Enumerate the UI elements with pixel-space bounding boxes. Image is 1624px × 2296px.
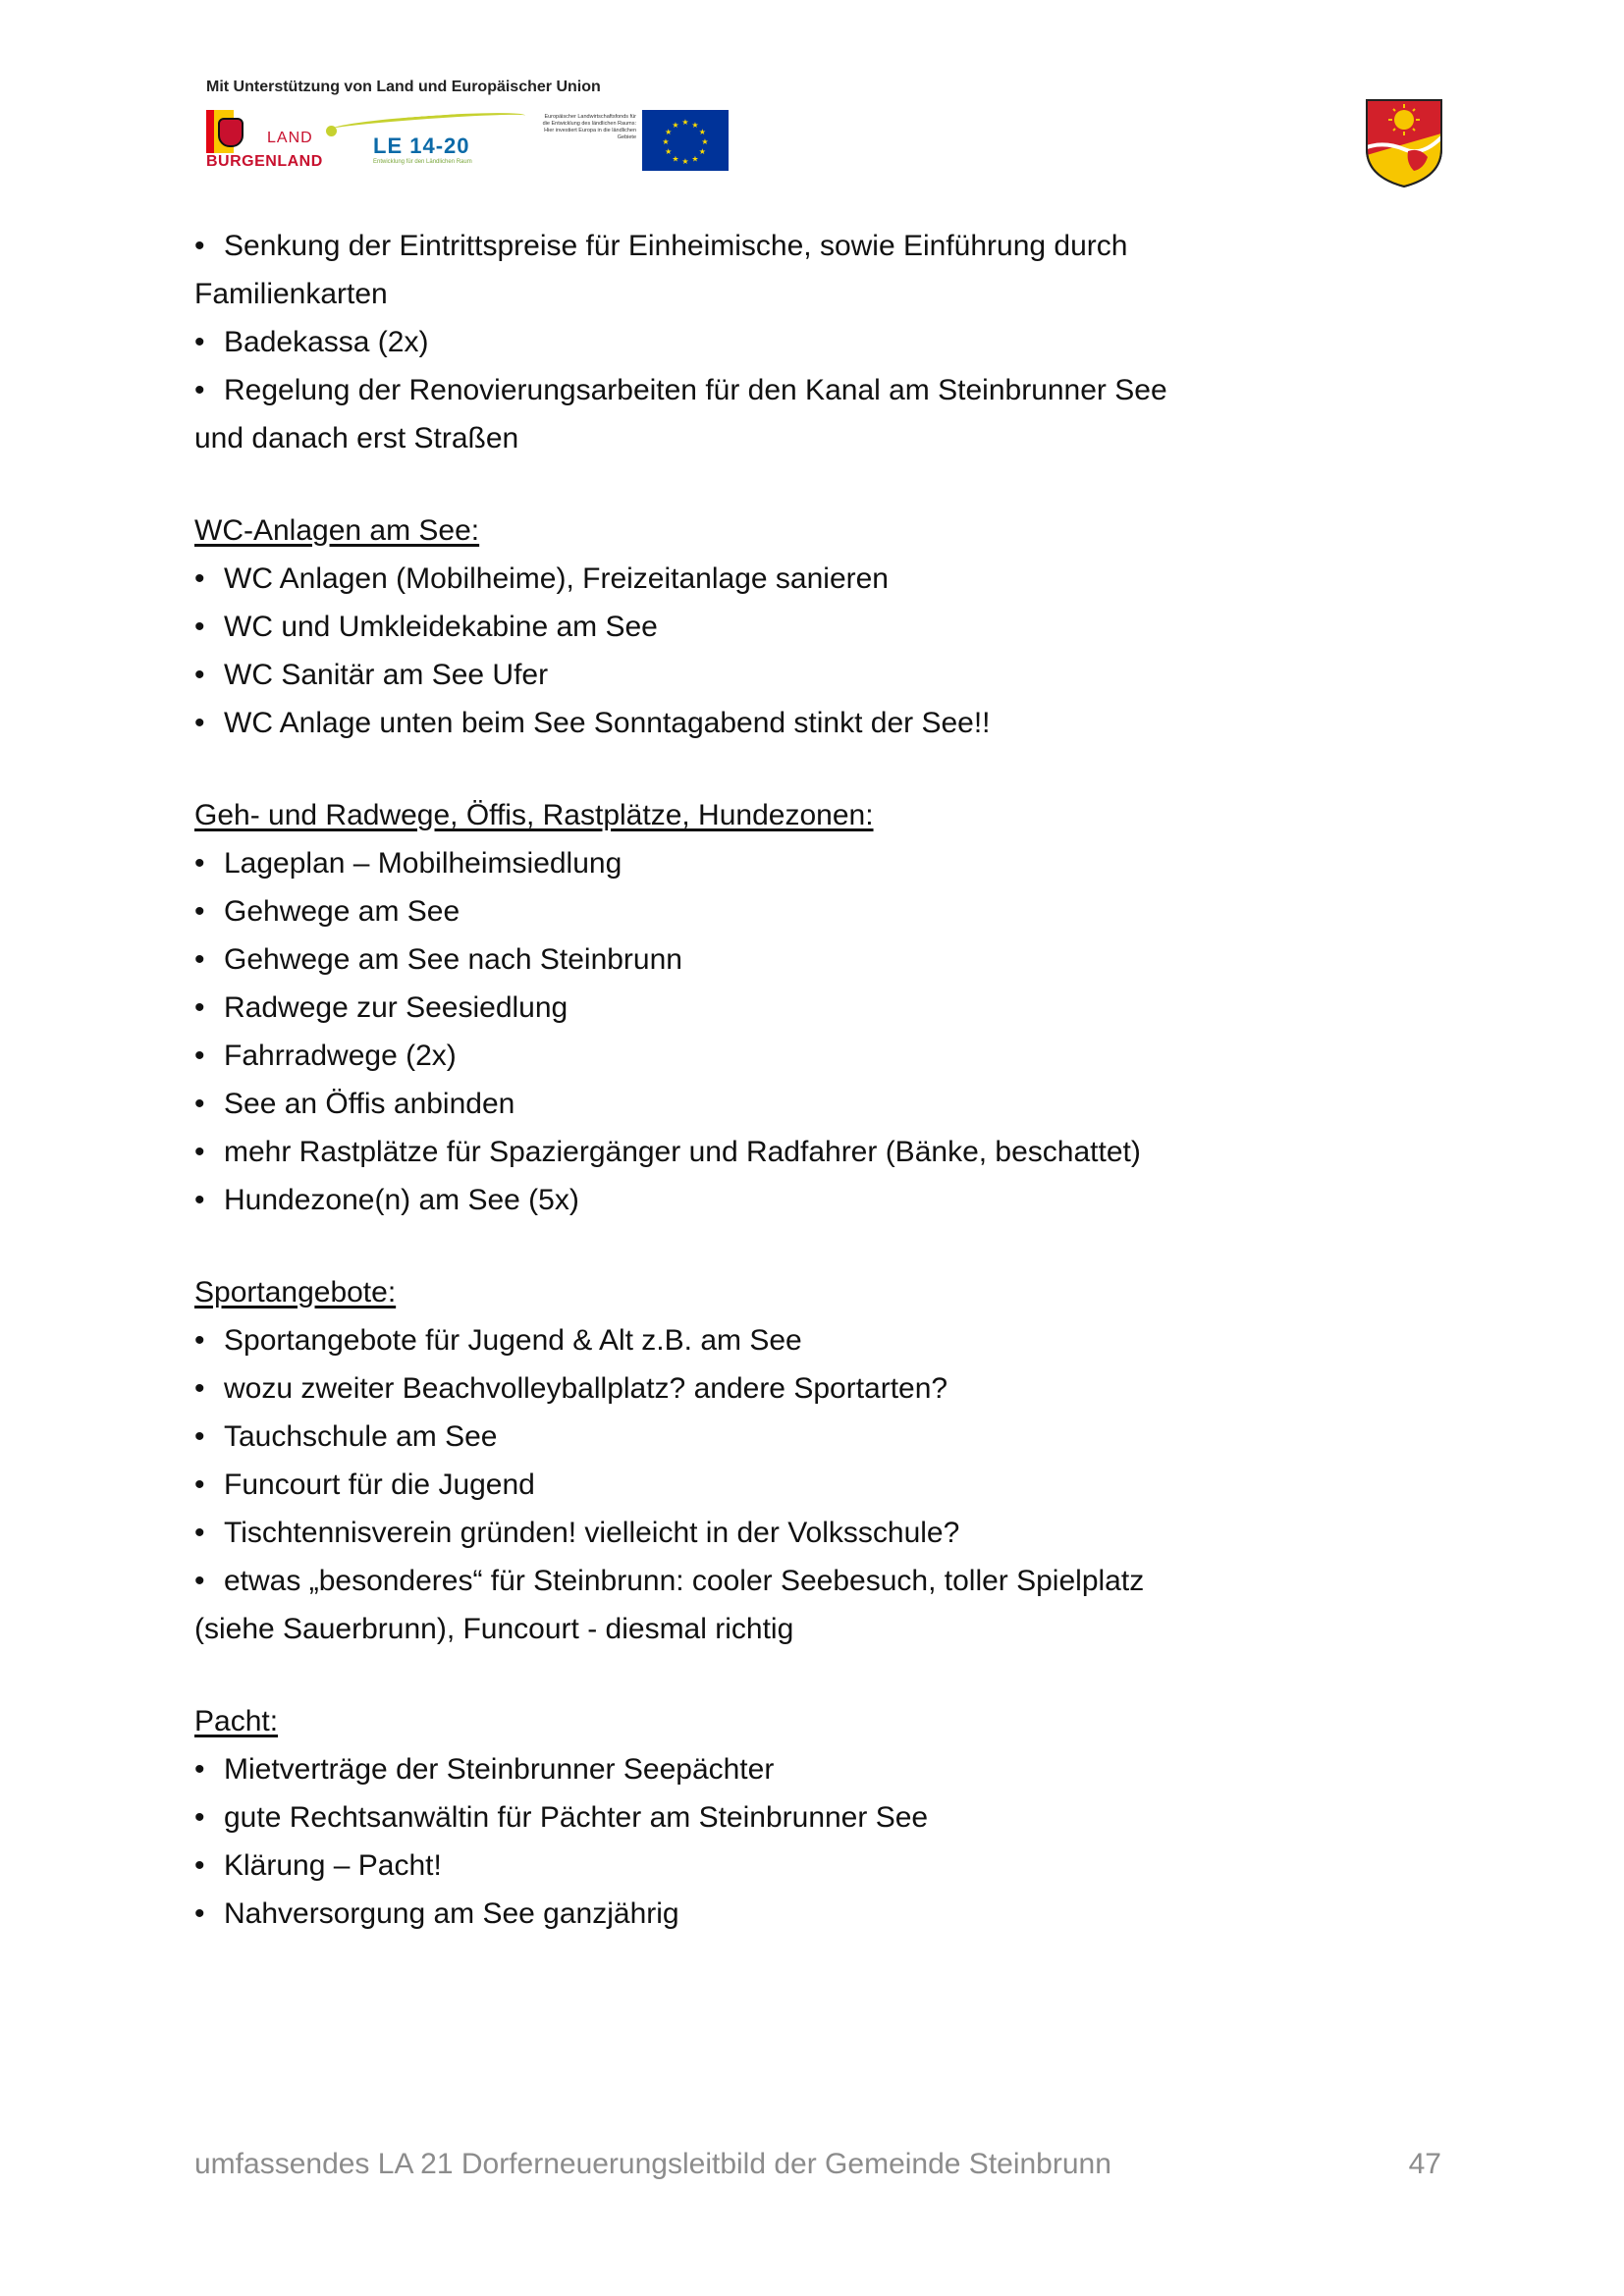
page-footer [194, 2148, 1441, 2181]
section-heading: WC-Anlagen am See: [194, 514, 480, 547]
bullet-icon: • [194, 1753, 205, 1786]
bullet-text: Nahversorgung am See ganzjährig [224, 1897, 679, 1930]
bullet-text: Senkung der Eintrittspreise für Einheimische, sowie Einführung durch [224, 230, 1128, 262]
bullet-icon: • [194, 895, 205, 928]
bullet-item [194, 651, 1471, 699]
bullet-text: mehr Rastplätze für Spaziergänger und Radfahrer (Bänke, beschattet) [224, 1136, 1141, 1168]
bullet-text: etwas „besonderes“ für Steinbrunn: cooler Seebesuch, toller Spielplatz [224, 1565, 1145, 1597]
bullet-item [194, 839, 1471, 887]
le-14-20-logo [332, 108, 528, 171]
bullet-item [194, 1842, 1471, 1890]
bullet-icon: • [194, 1420, 205, 1453]
le-logo-subtitle: Entwicklung für den Ländlichen Raum [373, 159, 472, 165]
eu-star-icon: ★ [672, 154, 679, 164]
bullet-text: gute Rechtsanwältin für Pächter am Steinbrunner See [224, 1801, 929, 1834]
bullet-item [194, 318, 1471, 366]
bullet-item [194, 222, 1471, 270]
eu-star-icon: ★ [665, 147, 673, 157]
bullet-item [194, 984, 1471, 1032]
bullet-item [194, 366, 1471, 414]
eu-star-icon: ★ [691, 120, 699, 130]
bullet-icon: • [194, 707, 205, 739]
bullet-icon: • [194, 1184, 205, 1216]
eu-star-icon: ★ [662, 137, 670, 147]
eu-star-icon: ★ [698, 128, 706, 137]
burgenland-word: BURGENLAND [206, 153, 323, 170]
eu-star-icon: ★ [681, 157, 689, 167]
bullet-item [194, 1461, 1471, 1509]
bullet-item [194, 603, 1471, 651]
section-spacer [194, 1653, 1471, 1697]
bullet-item [194, 1793, 1471, 1842]
document-body [194, 222, 1471, 1938]
eu-star-icon: ★ [681, 118, 689, 128]
page-number: 47 [1408, 2148, 1441, 2180]
bullet-icon: • [194, 230, 205, 262]
bullet-icon: • [194, 1136, 205, 1168]
bullet-text: Lageplan – Mobilheimsiedlung [224, 847, 623, 880]
bullet-text: Gehwege am See nach Steinbrunn [224, 943, 682, 976]
bullet-text: Regelung der Renovierungsarbeiten für den Kanal am Steinbrunner See [224, 374, 1167, 406]
bullet-text: See an Öffis anbinden [224, 1088, 515, 1120]
bullet-icon: • [194, 847, 205, 880]
bullet-text: Mietverträge der Steinbrunner Seepächter [224, 1753, 775, 1786]
bullet-item [194, 1413, 1471, 1461]
bullet-item [194, 1080, 1471, 1128]
bullet-item [194, 1364, 1471, 1413]
eu-star-icon: ★ [691, 154, 699, 164]
bullet-continuation: (siehe Sauerbrunn), Funcourt - diesmal richtig [194, 1613, 794, 1645]
land-burgenland-logo [206, 110, 322, 171]
bullet-icon: • [194, 1849, 205, 1882]
bullet-continuation: Familienkarten [194, 278, 388, 310]
bullet-icon: • [194, 943, 205, 976]
bullet-icon: • [194, 374, 205, 406]
eu-funding-logo [538, 110, 707, 171]
section-heading: Pacht: [194, 1705, 279, 1737]
section-heading: Geh- und Radwege, Öffis, Rastplätze, Hundezonen: [194, 799, 874, 831]
coat-of-arms-icon [1365, 98, 1443, 188]
section-spacer [194, 462, 1471, 507]
bullet-text: WC Anlage unten beim See Sonntagabend stinkt der See!! [224, 707, 991, 739]
bullet-icon: • [194, 326, 205, 358]
bullet-icon: • [194, 659, 205, 691]
bullet-item [194, 699, 1471, 747]
eu-star-icon: ★ [672, 120, 679, 130]
bullet-icon: • [194, 1040, 205, 1072]
bullet-item [194, 1032, 1471, 1080]
eu-star-icon: ★ [698, 147, 706, 157]
land-word: LAND [267, 130, 313, 146]
bullet-item [194, 1890, 1471, 1938]
section-heading: Sportangebote: [194, 1276, 397, 1308]
le-dot-icon [326, 126, 337, 136]
bullet-icon: • [194, 991, 205, 1024]
eu-star-icon: ★ [665, 128, 673, 137]
bullet-icon: • [194, 1897, 205, 1930]
bullet-text: WC Anlagen (Mobilheime), Freizeitanlage sanieren [224, 562, 889, 595]
bullet-text: Hundezone(n) am See (5x) [224, 1184, 579, 1216]
le-logo-text: LE 14-20 [373, 133, 470, 158]
bullet-text: WC Sanitär am See Ufer [224, 659, 549, 691]
bullet-text: Sportangebote für Jugend & Alt z.B. am See [224, 1324, 802, 1357]
bullet-icon: • [194, 1801, 205, 1834]
bullet-text: Fahrradwege (2x) [224, 1040, 457, 1072]
footer-title: umfassendes LA 21 Dorferneuerungsleitbild der Gemeinde Steinbrunn [194, 2148, 1111, 2180]
bullet-item [194, 887, 1471, 935]
bullet-continuation: und danach erst Straßen [194, 422, 519, 454]
eu-star-icon: ★ [701, 137, 709, 147]
bullet-text: WC und Umkleidekabine am See [224, 611, 658, 643]
bullet-icon: • [194, 1372, 205, 1405]
bullet-icon: • [194, 1565, 205, 1597]
bullet-item [194, 935, 1471, 984]
bullet-icon: • [194, 1468, 205, 1501]
bullet-item [194, 1128, 1471, 1176]
bullet-text: Tischtennisverein gründen! vielleicht in der Volksschule? [224, 1517, 960, 1549]
bullet-item [194, 1176, 1471, 1224]
bullet-icon: • [194, 611, 205, 643]
section-spacer [194, 747, 1471, 791]
bullet-icon: • [194, 1517, 205, 1549]
support-line: Mit Unterstützung von Land und Europäischer Union [206, 79, 601, 95]
bullet-icon: • [194, 562, 205, 595]
bullet-item [194, 1316, 1471, 1364]
eu-flag-icon [642, 110, 729, 171]
bullet-item [194, 1509, 1471, 1557]
bullet-item [194, 555, 1471, 603]
eu-funding-text: Europäischer Landwirtschaftsfonds für die Entwicklung des ländlichen Raums: Hier investiert Europa in die ländlichen Gebiete [542, 114, 636, 140]
burgenland-eagle-icon [218, 118, 244, 147]
bullet-item [194, 1745, 1471, 1793]
section-spacer [194, 1224, 1471, 1268]
bullet-icon: • [194, 1088, 205, 1120]
bullet-text: Badekassa (2x) [224, 326, 429, 358]
bullet-text: wozu zweiter Beachvolleyballplatz? andere Sportarten? [224, 1372, 948, 1405]
bullet-item [194, 1557, 1471, 1605]
bullet-text: Gehwege am See [224, 895, 460, 928]
bullet-text: Radwege zur Seesiedlung [224, 991, 568, 1024]
bullet-text: Klärung – Pacht! [224, 1849, 442, 1882]
bullet-text: Funcourt für die Jugend [224, 1468, 535, 1501]
bullet-text: Tauchschule am See [224, 1420, 498, 1453]
bullet-icon: • [194, 1324, 205, 1357]
